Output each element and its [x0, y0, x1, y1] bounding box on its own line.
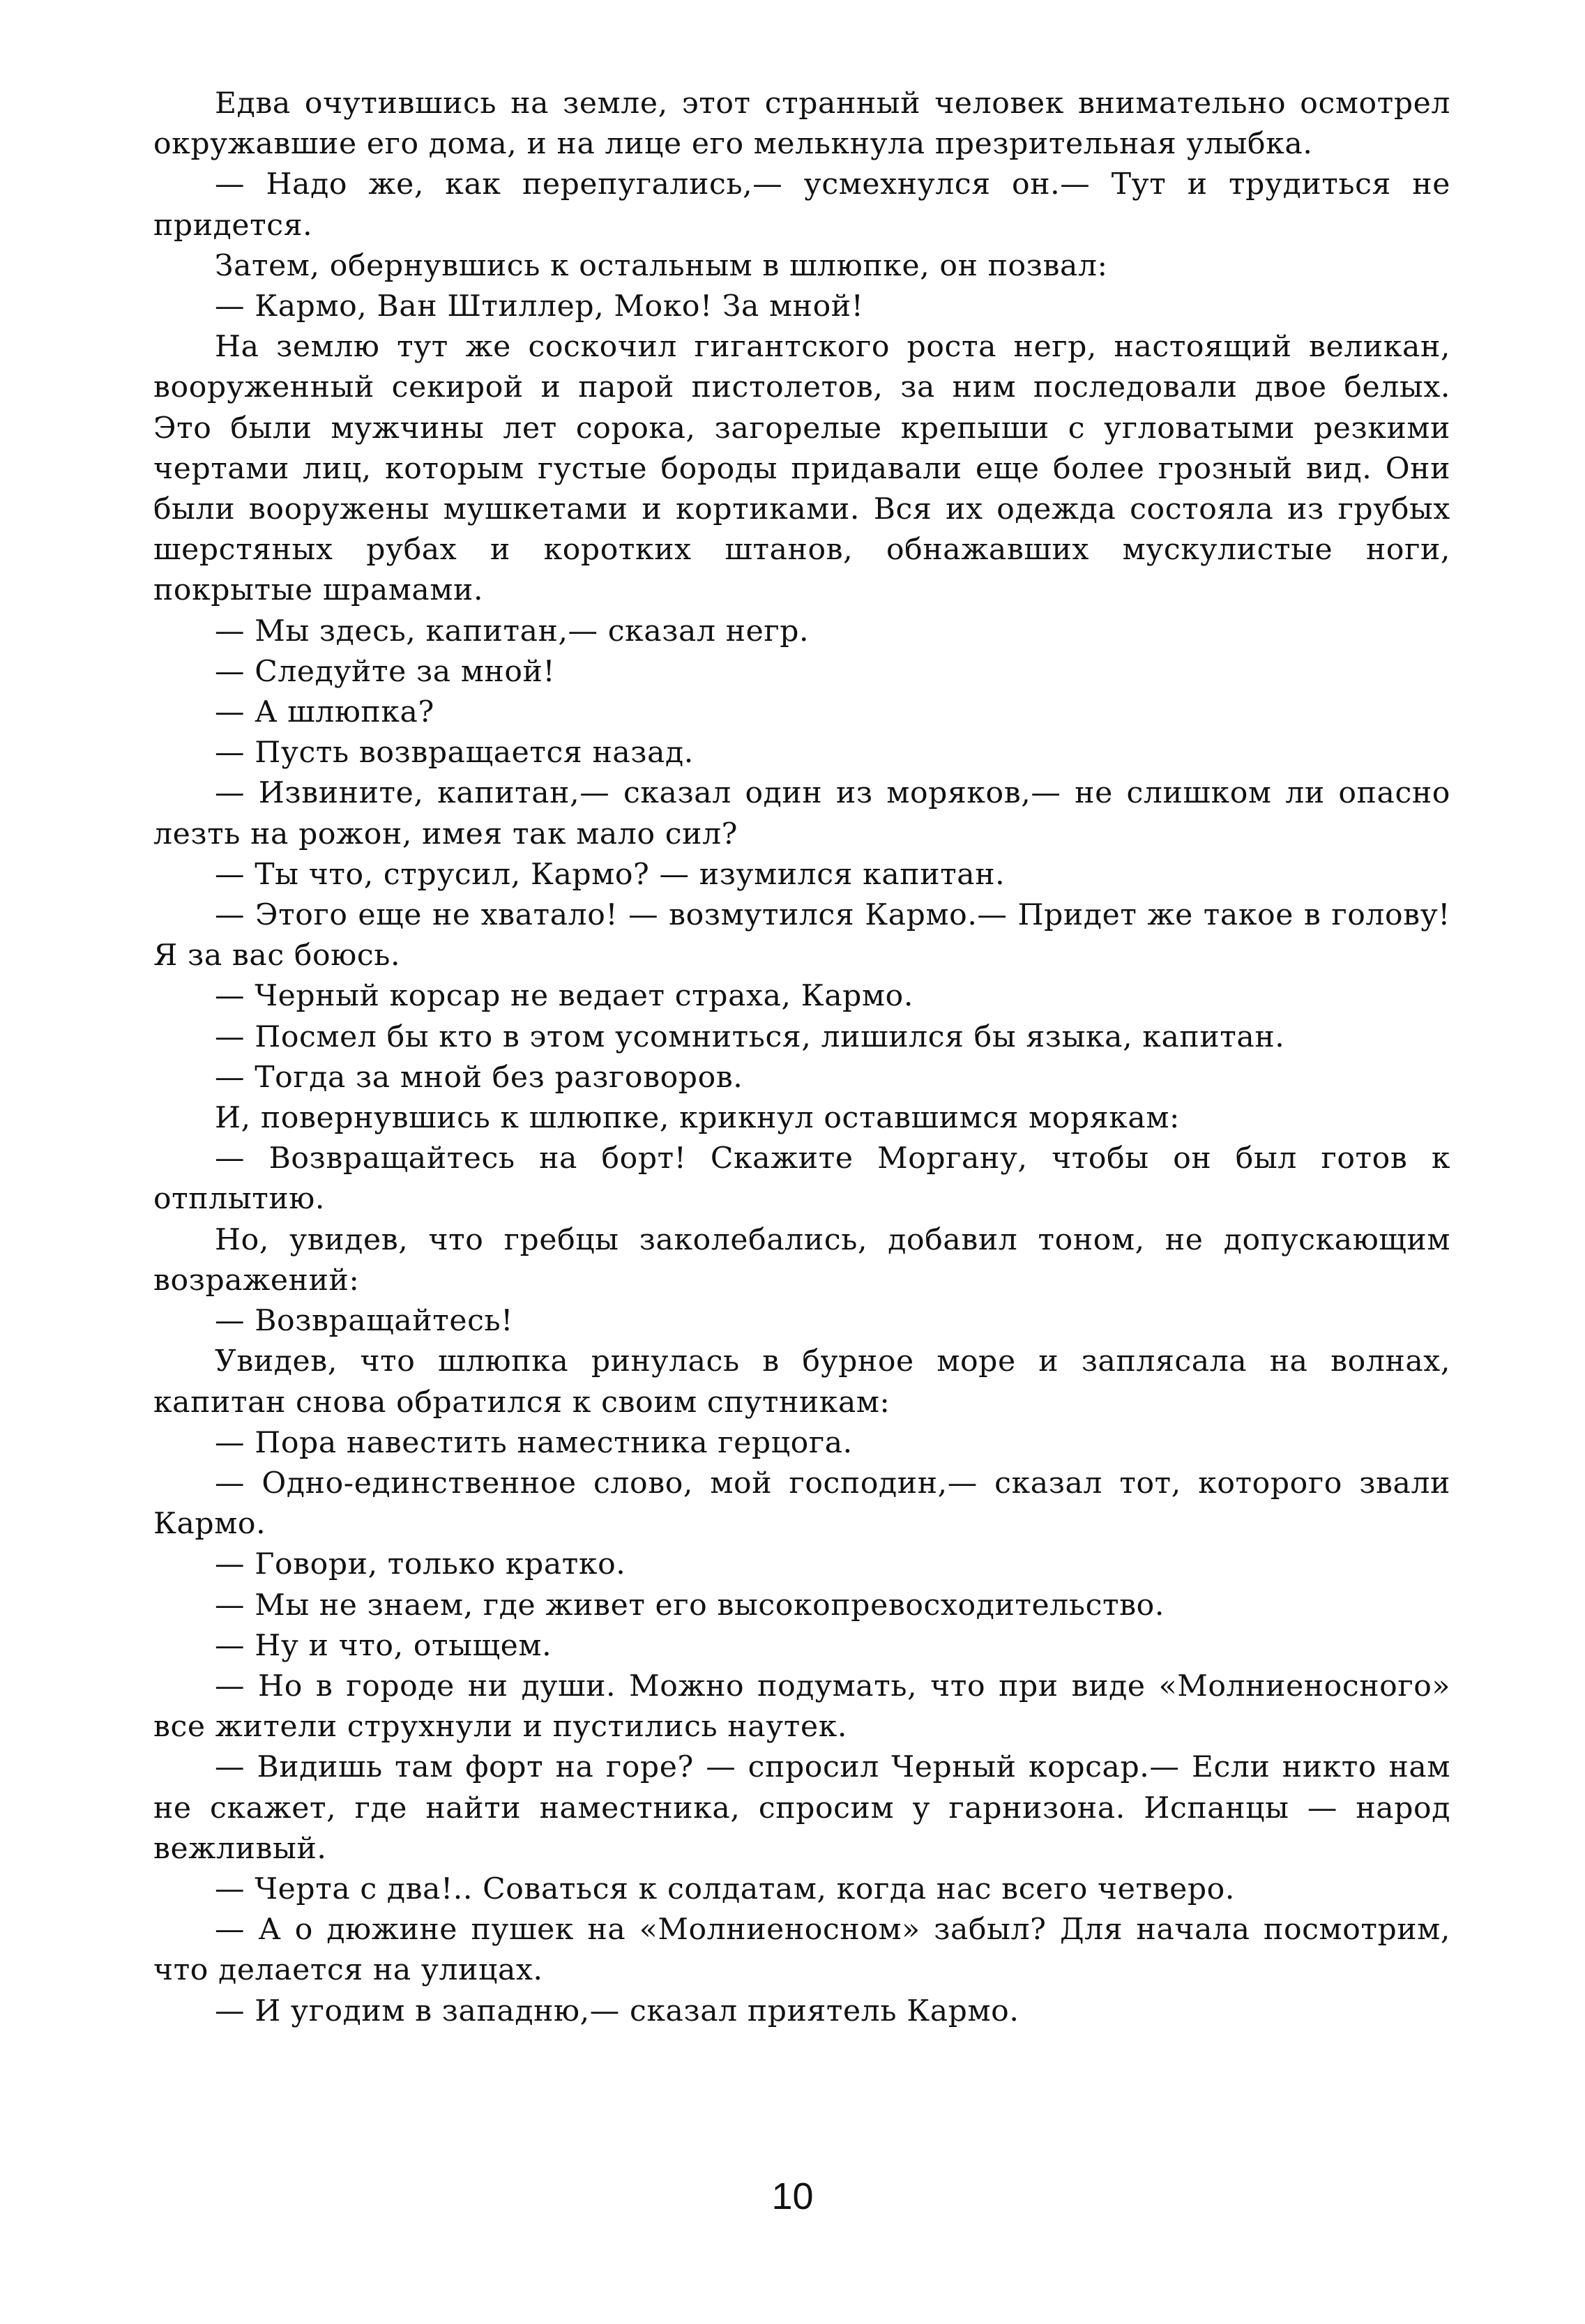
paragraph: — Говори, только кратко.: [215, 1547, 626, 1582]
paragraph: — Возвращайтесь на борт! Скажите Моргану, чтобы он был готов к отплытию.: [153, 1141, 1450, 1217]
paragraph: Едва очутившись на земле, этот странный человек внимательно осмотрел окружавшие его дома, и на лице его мелькнула презрительная улыбка.: [153, 86, 1450, 162]
paragraph: — Но в городе ни души. Можно подумать, что при виде «Молниеносного» все жители струхнули и пустились наутек.: [153, 1669, 1450, 1745]
paragraph: — Следуйте за мной!: [215, 654, 556, 689]
paragraph: — Пора навестить наместника герцога.: [215, 1425, 853, 1460]
paragraph: И, повернувшись к шлюпке, крикнул оставшимся морякам:: [215, 1101, 1180, 1136]
page-number: 10: [771, 2175, 814, 2217]
paragraph: — Кармо, Ван Штиллер, Моко! За мной!: [215, 289, 864, 324]
paragraph: — Надо же, как перепугались,— усмехнулся он.— Тут и трудиться не придется.: [153, 167, 1450, 243]
paragraph: — Пусть возвращается назад.: [215, 736, 694, 770]
paragraph: — Черный корсар не ведает страха, Кармо.: [215, 979, 913, 1014]
paragraph: — А о дюжине пушек на «Молниеносном» забыл? Для начала посмотрим, что делается на улицах.: [153, 1913, 1450, 1988]
paragraph: — И угодим в западню,— сказал приятель Кармо.: [215, 1993, 1019, 2028]
paragraph: — Мы здесь, капитан,— сказал негр.: [215, 614, 810, 648]
paragraph: — Мы не знаем, где живет его высокопревосходительство.: [215, 1588, 1165, 1623]
paragraph: — Черта с два!.. Соваться к солдатам, когда нас всего четверо.: [215, 1871, 1235, 1906]
paragraph: Затем, обернувшись к остальным в шлюпке, он позвал:: [215, 248, 1108, 283]
paragraph: — Ты что, струсил, Кармо? — изумился капитан.: [215, 857, 1006, 892]
paragraph: — Видишь там форт на горе? — спросил Черный корсар.— Если никто нам не скажет, где найти наместника, спросим у гарнизона. Испанцы — народ вежливый.: [153, 1750, 1450, 1866]
paragraph: — Возвращайтесь!: [215, 1304, 513, 1339]
paragraph: — Ну и что, отыщем.: [215, 1628, 552, 1663]
paragraph: На землю тут же соскочил гигантского роста негр, настоящий великан, вооруженный секирой и парой пистолетов, за ним последовали двое белых. Это были мужчины лет сорока, загорелые крепыши с угловатыми резкими чертами лиц, которым густые бороды придавали еще более грозный вид. Они были вооружены мушкетами и кортиками. Вся их одежда состояла из грубых шерстяных рубах и коротких штанов, обнажавших мускулистые ноги, покрытые шрамами.: [153, 330, 1450, 608]
paragraph: — Тогда за мной без разговоров.: [215, 1060, 743, 1095]
paragraph: — Этого еще не хватало! — возмутился Кармо.— Придет же такое в голову! Я за вас боюсь.: [153, 898, 1450, 973]
paragraph: — Одно-единственное слово, мой господин,— сказал тот, которого звали Кармо.: [153, 1466, 1450, 1542]
paragraph: — Извините, капитан,— сказал один из моряков,— не слишком ли опасно лезть на рожон, имея так мало сил?: [153, 776, 1450, 851]
paragraph: Но, увидев, что гребцы заколебались, добавил тоном, не допускающим возражений:: [153, 1222, 1450, 1298]
paragraph: — А шлюпка?: [215, 695, 434, 730]
paragraph: — Посмел бы кто в этом усомниться, лишился бы языка, капитан.: [215, 1019, 1285, 1054]
paragraph: Увидев, что шлюпка ринулась в бурное море и заплясала на волнах, капитан снова обратился к своим спутникам:: [153, 1344, 1450, 1420]
page-text: [153, 84, 1450, 2032]
